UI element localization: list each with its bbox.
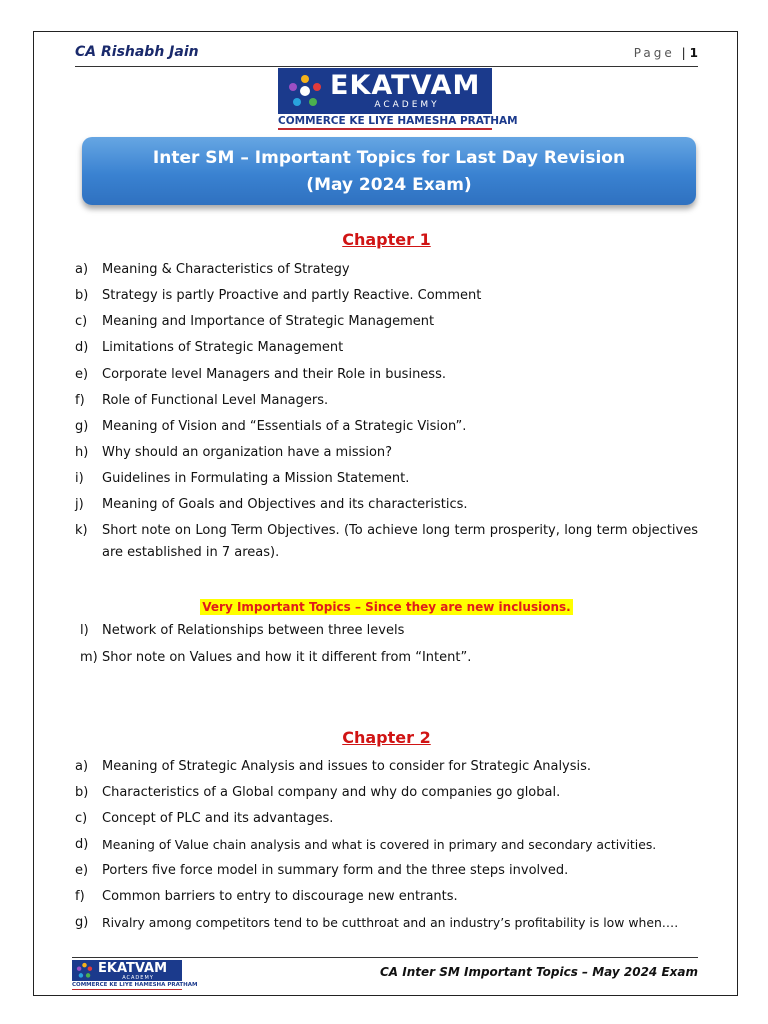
logo-box bbox=[278, 68, 492, 114]
highlight-note bbox=[75, 596, 698, 615]
item-marker: d) bbox=[75, 837, 89, 852]
footer-logo-sub: ACADEMY bbox=[122, 975, 154, 981]
item-marker: b) bbox=[75, 785, 89, 800]
item-marker: l) bbox=[80, 623, 89, 638]
people-circle-icon bbox=[76, 962, 93, 979]
footer-logo-box bbox=[72, 960, 182, 981]
logo-sub: ACADEMY bbox=[374, 100, 440, 110]
item-text: Strategy is partly Proactive and partly Reactive. Comment bbox=[102, 288, 482, 303]
item-marker: i) bbox=[75, 471, 84, 486]
logo-tagline: COMMERCE KE LIYE HAMESHA PRATHAM bbox=[278, 115, 492, 130]
highlight-text: Very Important Topics – Since they are new inclusions. bbox=[202, 600, 571, 614]
footer-logo bbox=[72, 960, 198, 990]
item-text: Porters five force model in summary form and the three steps involved. bbox=[102, 863, 569, 878]
item-text: Meaning of Goals and Objectives and its characteristics. bbox=[102, 497, 468, 512]
item-marker: h) bbox=[75, 445, 89, 460]
item-text: Role of Functional Level Managers. bbox=[102, 393, 329, 408]
item-text: Meaning of Strategic Analysis and issues to consider for Strategic Analysis. bbox=[102, 759, 592, 774]
logo-name: EKATVAM bbox=[330, 70, 481, 101]
item-marker: g) bbox=[75, 419, 89, 434]
item-marker: a) bbox=[75, 262, 89, 277]
item-text: Characteristics of a Global company and why do companies go global. bbox=[102, 785, 561, 800]
item-marker: g) bbox=[75, 915, 89, 930]
item-marker: k) bbox=[75, 523, 88, 538]
footer-logo-tagline: COMMERCE KE LIYE HAMESHA PRATHAM bbox=[72, 982, 198, 988]
item-text: Concept of PLC and its advantages. bbox=[102, 811, 334, 826]
item-text: Meaning of Value chain analysis and what is covered in primary and secondary activities. bbox=[102, 837, 657, 852]
item-marker: f) bbox=[75, 889, 85, 904]
page-indicator: Page | 1 bbox=[633, 46, 698, 60]
item-text: Meaning & Characteristics of Strategy bbox=[102, 262, 350, 277]
page-label: Page bbox=[633, 46, 675, 60]
header-rule bbox=[75, 66, 698, 67]
item-marker: m) bbox=[80, 650, 98, 665]
item-text: Meaning of Vision and “Essentials of a Strategic Vision”. bbox=[102, 419, 467, 434]
page-header bbox=[75, 44, 698, 68]
footer-text: CA Inter SM Important Topics – May 2024 Exam bbox=[379, 965, 698, 979]
title-line-2: (May 2024 Exam) bbox=[306, 175, 472, 195]
item-marker: c) bbox=[75, 811, 88, 826]
item-marker: e) bbox=[75, 367, 89, 382]
item-text: Why should an organization have a mission? bbox=[102, 445, 393, 460]
item-text: Short note on Long Term Objectives. (To achieve long term prosperity, long term objectives are established in 7 areas). bbox=[102, 523, 698, 560]
footer-rule bbox=[72, 957, 698, 958]
item-text: Network of Relationships between three levels bbox=[102, 623, 405, 638]
chapter-2-heading: Chapter 2 bbox=[342, 728, 431, 747]
title-line-1: Inter SM – Important Topics for Last Day Revision bbox=[152, 148, 626, 168]
item-text: Corporate level Managers and their Role in business. bbox=[102, 367, 446, 382]
item-marker: b) bbox=[75, 288, 89, 303]
item-text: Guidelines in Formulating a Mission Statement. bbox=[102, 471, 410, 486]
item-text: Meaning and Importance of Strategic Management bbox=[102, 314, 435, 329]
title-banner bbox=[82, 137, 696, 205]
author-name: CA Rishabh Jain bbox=[75, 44, 199, 60]
item-marker: f) bbox=[75, 393, 85, 408]
item-text: Shor note on Values and how it it different from “Intent”. bbox=[102, 650, 472, 665]
item-text: Rivalry among competitors tend to be cutthroat and an industry’s profitability is low when…. bbox=[102, 915, 679, 930]
item-marker: a) bbox=[75, 759, 89, 774]
item-marker: e) bbox=[75, 863, 89, 878]
people-circle-icon bbox=[286, 72, 324, 110]
footer-logo-name: EKATVAM bbox=[98, 961, 168, 976]
item-marker: d) bbox=[75, 340, 89, 355]
item-marker: j) bbox=[75, 497, 84, 512]
item-text: Limitations of Strategic Management bbox=[102, 340, 344, 355]
item-marker: c) bbox=[75, 314, 88, 329]
item-text: Common barriers to entry to discourage new entrants. bbox=[102, 889, 458, 904]
academy-logo bbox=[278, 68, 518, 128]
page-number: 1 bbox=[689, 46, 698, 60]
chapter-1-heading: Chapter 1 bbox=[342, 230, 431, 249]
